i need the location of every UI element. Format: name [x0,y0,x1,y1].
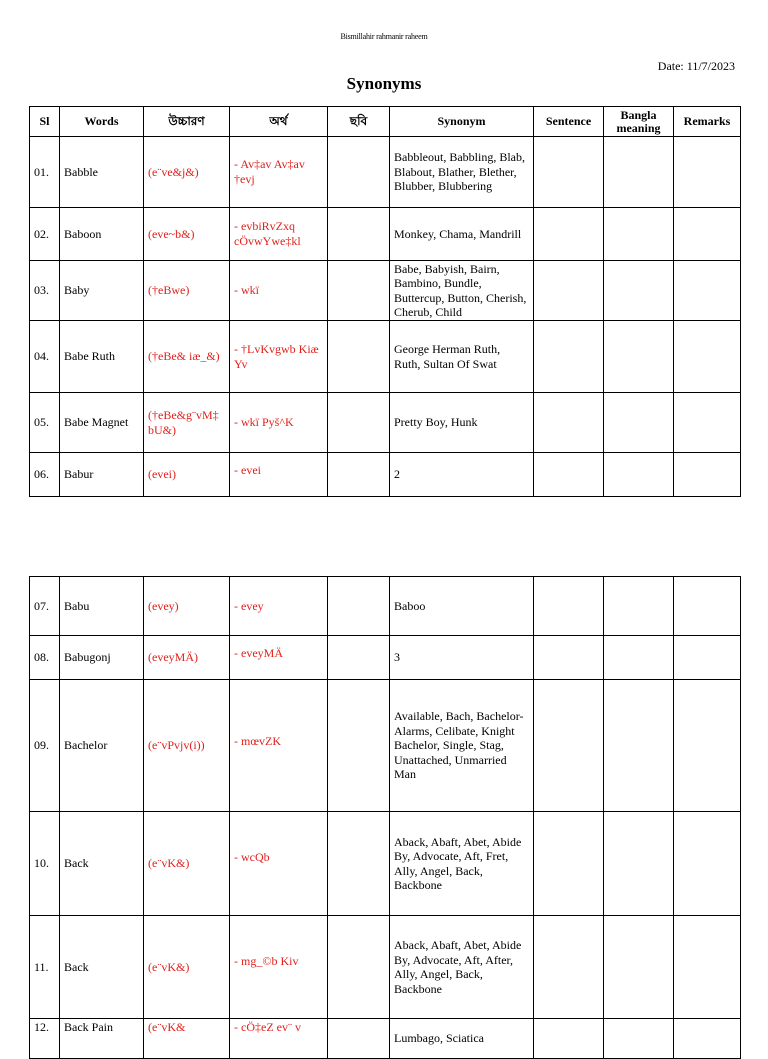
row-picture [328,577,390,636]
col-header-pronunciation: উচ্চারণ [144,107,230,137]
synonyms-table-2 [29,576,741,1059]
row-remarks [674,1019,741,1059]
row-remarks [674,321,741,393]
table-row [30,916,741,1019]
row-synonym: 2 [390,453,534,497]
row-sl: 07. [30,577,60,636]
row-sl: 05. [30,393,60,453]
row-word: Babu [60,577,144,636]
row-pronunciation: (eve~b&) [144,208,230,261]
row-word: Baby [60,261,144,321]
row-sl: 02. [30,208,60,261]
row-sl: 04. [30,321,60,393]
row-pronunciation: (†eBe&g¨vM‡ bU&) [144,393,230,453]
row-picture [328,393,390,453]
row-synonym: Aback, Abaft, Abet, Abide By, Advocate, Aft, Fret, Ally, Angel, Back, Backbone [390,812,534,916]
row-sl: 08. [30,636,60,680]
row-synonym: Baboo [390,577,534,636]
row-word: Back [60,916,144,1019]
row-synonym: Available, Bach, Bachelor-Alarms, Celibate, Knight Bachelor, Single, Stag, Unattached, Unmarried Man [390,680,534,812]
col-header-sentence: Sentence [534,107,604,137]
row-remarks [674,453,741,497]
row-remarks [674,208,741,261]
row-remarks [674,916,741,1019]
row-sentence [534,261,604,321]
row-bangla-meaning [604,577,674,636]
table-row [30,137,741,208]
row-bangla-meaning [604,261,674,321]
date-label: Date: 11/7/2023 [657,59,735,73]
row-sentence [534,577,604,636]
row-sentence [534,393,604,453]
table-row [30,208,741,261]
row-sentence [534,137,604,208]
row-picture [328,208,390,261]
row-bangla-meaning [604,137,674,208]
row-sl: 11. [30,916,60,1019]
col-header-meaning: অর্থ [230,107,328,137]
table-header-row [30,107,741,137]
row-picture [328,916,390,1019]
row-synonym: George Herman Ruth, Ruth, Sultan Of Swat [390,321,534,393]
row-picture [328,321,390,393]
row-remarks [674,137,741,208]
row-sl: 10. [30,812,60,916]
row-pronunciation: (e¨vK&) [144,812,230,916]
row-picture [328,453,390,497]
row-meaning: - eveyMÄ [230,636,328,680]
row-sentence [534,1019,604,1059]
row-word: Back Pain [60,1019,144,1059]
row-word: Bachelor [60,680,144,812]
row-remarks [674,577,741,636]
row-meaning: - mœvZK [230,680,328,812]
row-pronunciation: (eveyMÄ) [144,636,230,680]
row-pronunciation: (e¨vK&) [144,916,230,1019]
row-word: Babugonj [60,636,144,680]
table-row [30,453,741,497]
row-pronunciation: (e¨vPvjv(i)) [144,680,230,812]
page-title: Synonyms [346,74,422,93]
row-bangla-meaning [604,680,674,812]
row-synonym: Aback, Abaft, Abet, Abide By, Advocate, Aft, After, Ally, Angel, Back, Backbone [390,916,534,1019]
row-meaning: - evbiRvZxq cÖvwYwe‡kl [230,208,328,261]
row-bangla-meaning [604,916,674,1019]
table-row [30,1019,741,1059]
row-pronunciation: (e¨vK& [144,1019,230,1059]
row-word: Back [60,812,144,916]
row-sentence [534,916,604,1019]
row-sl: 06. [30,453,60,497]
table-row [30,577,741,636]
col-header-words: Words [60,107,144,137]
row-bangla-meaning [604,321,674,393]
row-sentence [534,321,604,393]
row-word: Babe Ruth [60,321,144,393]
row-word: Babble [60,137,144,208]
row-meaning: - wcQb [230,812,328,916]
row-bangla-meaning [604,208,674,261]
row-remarks [674,812,741,916]
row-remarks [674,636,741,680]
row-sl: 01. [30,137,60,208]
row-pronunciation: (†eBe& iæ_&) [144,321,230,393]
row-sentence [534,812,604,916]
row-meaning: - †LvKvgwb Kiæ Yv [230,321,328,393]
row-meaning: - cÖ‡eZ ev¨ v [230,1019,328,1059]
table-row [30,636,741,680]
table-row [30,261,741,321]
row-pronunciation: (evei) [144,453,230,497]
row-synonym: Pretty Boy, Hunk [390,393,534,453]
table-row [30,812,741,916]
row-pronunciation: (†eBwe) [144,261,230,321]
row-picture [328,261,390,321]
row-remarks [674,680,741,812]
col-header-bangla-meaning: Bangla meaning [604,107,674,137]
row-picture [328,680,390,812]
row-meaning: - evei [230,453,328,497]
row-sentence [534,208,604,261]
col-header-picture: ছবি [328,107,390,137]
row-picture [328,137,390,208]
row-picture [328,1019,390,1059]
row-sentence [534,636,604,680]
row-pronunciation: (e¨ve&j&) [144,137,230,208]
row-bangla-meaning [604,636,674,680]
row-synonym: Babe, Babyish, Bairn, Bambino, Bundle, Buttercup, Button, Cherish, Cherub, Child [390,261,534,321]
row-pronunciation: (evey) [144,577,230,636]
row-meaning: - Av‡av Av‡av †evj [230,137,328,208]
synonyms-table-1 [29,106,741,497]
row-remarks [674,393,741,453]
row-bangla-meaning [604,812,674,916]
row-synonym: Babbleout, Babbling, Blab, Blabout, Blather, Blether, Blubber, Blubbering [390,137,534,208]
row-remarks [674,261,741,321]
row-sl: 12. [30,1019,60,1059]
row-sentence [534,453,604,497]
row-synonym: Lumbago, Sciatica [390,1019,534,1059]
row-meaning: - evey [230,577,328,636]
row-sl: 03. [30,261,60,321]
row-word: Baboon [60,208,144,261]
row-synonym: Monkey, Chama, Mandrill [390,208,534,261]
row-meaning: - mg_©b Kiv [230,916,328,1019]
row-sentence [534,680,604,812]
col-header-synonym: Synonym [390,107,534,137]
row-bangla-meaning [604,393,674,453]
row-meaning: - wkï [230,261,328,321]
row-synonym: 3 [390,636,534,680]
table-row [30,393,741,453]
row-meaning: - wkï Pyš^K [230,393,328,453]
table-row [30,680,741,812]
bismillah-header: Bismillahir rahmanir raheem [340,32,428,41]
row-picture [328,636,390,680]
row-word: Babe Magnet [60,393,144,453]
row-sl: 09. [30,680,60,812]
row-bangla-meaning [604,1019,674,1059]
col-header-sl: Sl [30,107,60,137]
row-word: Babur [60,453,144,497]
row-picture [328,812,390,916]
col-header-remarks: Remarks [674,107,741,137]
row-bangla-meaning [604,453,674,497]
table-row [30,321,741,393]
